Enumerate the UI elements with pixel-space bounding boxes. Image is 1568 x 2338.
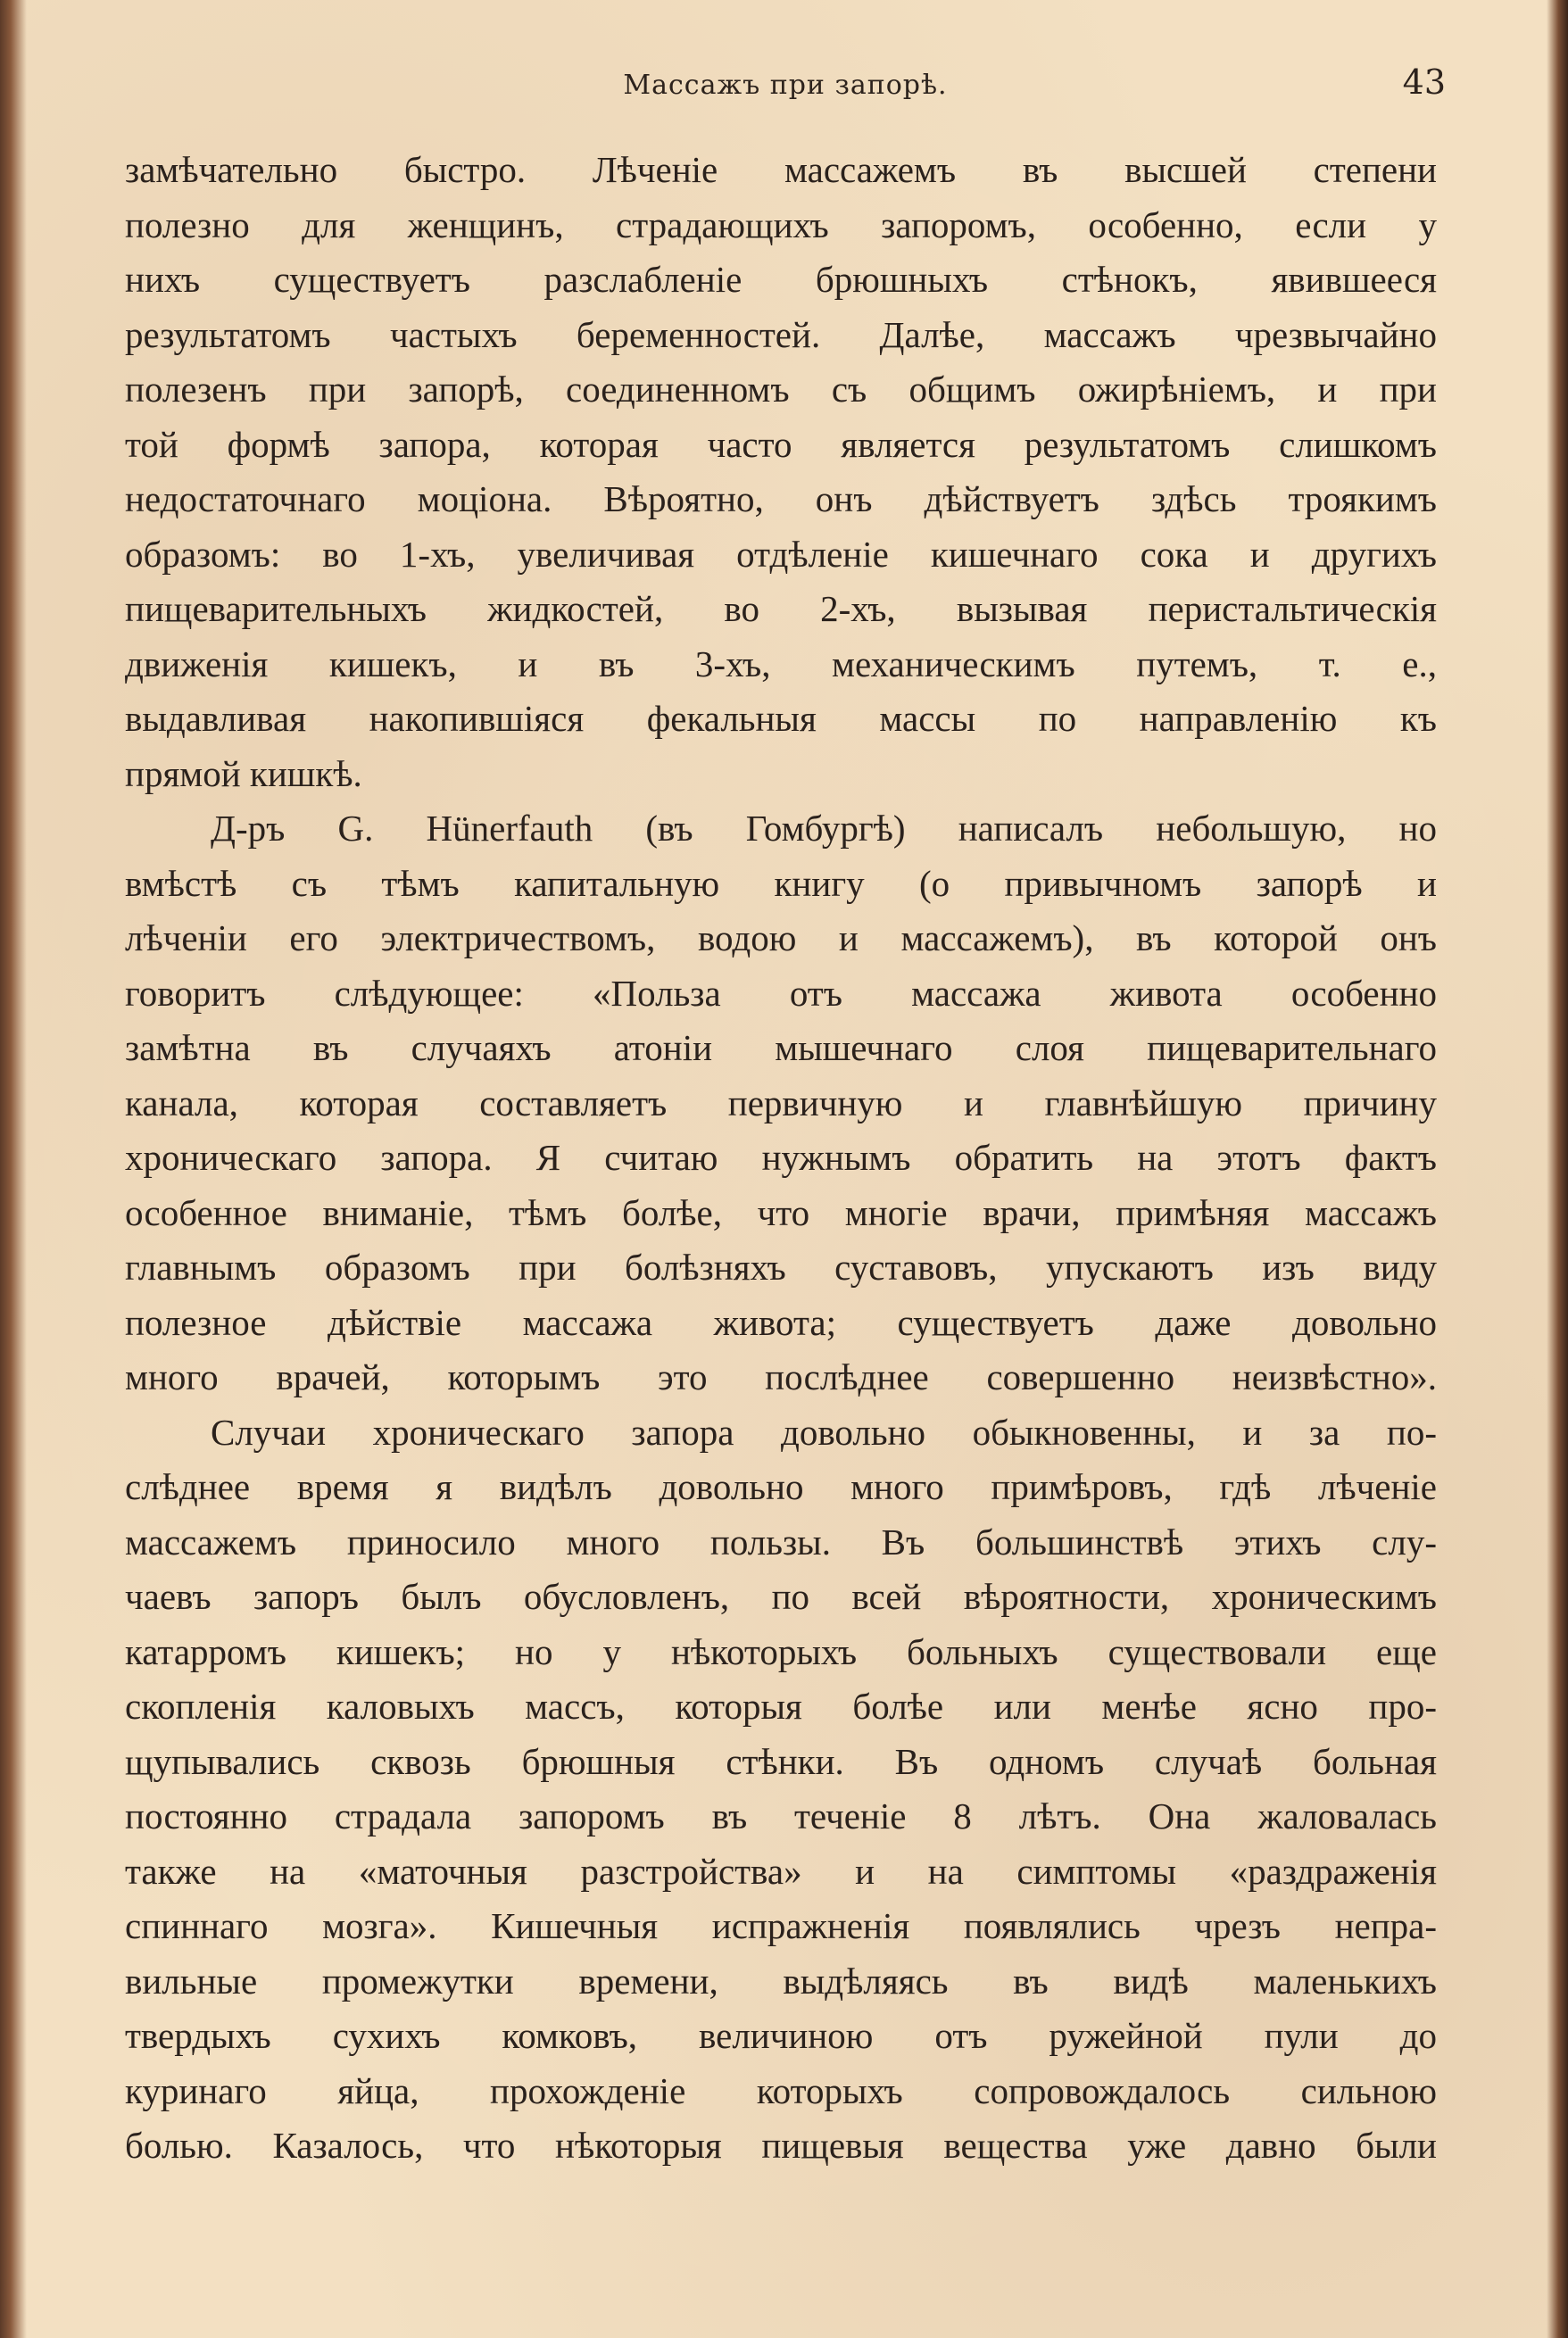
text-line: результатомъ частыхъ беременностей. Далѣе, массажъ чрезвычайно — [125, 313, 1437, 355]
text-line: замѣтна въ случаяхъ атоніи мышечнаго слоя пищеварительнаго — [125, 1027, 1437, 1068]
text-line: массажемъ приносило много пользы. Въ большинствѣ этихъ слу- — [125, 1521, 1437, 1563]
text-line: нихъ существуетъ разслабленіе брюшныхъ стѣнокъ, явившееся — [125, 259, 1437, 300]
page-left-edge — [0, 0, 27, 2338]
text-line: постоянно страдала запоромъ въ теченіе 8 лѣтъ. Она жаловалась — [125, 1795, 1437, 1836]
text-line: лѣченіи его электричествомъ, водою и массажемъ), въ которой онъ — [125, 917, 1437, 958]
text-line: болью. Казалось, что нѣкоторыя пищевыя вещества уже давно были — [125, 2125, 1437, 2166]
text-line: скопленія каловыхъ массъ, которыя болѣе или менѣе ясно про- — [125, 1686, 1437, 1727]
text-line-paragraph-end: прямой кишкѣ. — [125, 752, 362, 794]
text-line: особенное вниманіе, тѣмъ болѣе, что многіе врачи, примѣняя массажъ — [125, 1191, 1437, 1233]
text-line: также на «маточныя разстройства» и на симптомы «раздраженія — [125, 1850, 1437, 1892]
text-line: той формѣ запора, которая часто является результатомъ слишкомъ — [125, 423, 1437, 465]
text-line: канала, которая составляетъ первичную и главнѣйшую причину — [125, 1082, 1437, 1123]
text-line: говоритъ слѣдующее: «Польза отъ массажа живота особенно — [125, 972, 1437, 1014]
text-line: слѣднее время я видѣлъ довольно много примѣровъ, гдѣ лѣченіе — [125, 1466, 1437, 1507]
text-line: куринаго яйца, прохожденіе которыхъ сопровождалось сильною — [125, 2069, 1437, 2111]
text-line: щупывались сквозь брюшныя стѣнки. Въ одномъ случаѣ больная — [125, 1740, 1437, 1782]
text-line: вмѣстѣ съ тѣмъ капитальную книгу (о привычномъ запорѣ и — [125, 862, 1437, 904]
running-header — [125, 62, 1446, 116]
text-line: движенія кишекъ, и въ 3-хъ, механическимъ путемъ, т. е., — [125, 643, 1437, 684]
text-line: образомъ: во 1-хъ, увеличивая отдѣленіе кишечнаго сока и другихъ — [125, 533, 1437, 575]
body-text — [125, 143, 1437, 2174]
page-right-edge — [1547, 0, 1568, 2338]
text-line: катарромъ кишекъ; но у нѣкоторыхъ больныхъ существовали еще — [125, 1630, 1437, 1672]
text-line-paragraph-start: Случаи хроническаго запора довольно обыкновенны, и за по- — [211, 1411, 1437, 1453]
running-title: Массажъ при запорѣ. — [623, 70, 948, 101]
text-line-paragraph-end: много врачей, которымъ это послѣднее совершенно неизвѣстно». — [125, 1356, 1437, 1397]
page-number: 43 — [1402, 62, 1446, 102]
text-line: выдавливая накопившіяся фекальныя массы по направленію къ — [125, 698, 1437, 739]
text-line: полезенъ при запорѣ, соединенномъ съ общимъ ожирѣніемъ, и при — [125, 369, 1437, 410]
text-line-paragraph-start: Д-ръ G. Hünerfauth (въ Гомбургѣ) написалъ небольшую, но — [211, 808, 1437, 849]
text-line: твердыхъ сухихъ комковъ, величиною отъ ружейной пули до — [125, 2015, 1437, 2056]
text-line: недостаточнаго моціона. Вѣроятно, онъ дѣйствуетъ здѣсь троякимъ — [125, 478, 1437, 519]
text-line: главнымъ образомъ при болѣзняхъ суставовъ, упускаютъ изъ виду — [125, 1247, 1437, 1288]
text-line: чаевъ запоръ былъ обусловленъ, по всей вѣроятности, хроническимъ — [125, 1576, 1437, 1617]
text-line: вильные промежутки времени, выдѣляясь въ видѣ маленькихъ — [125, 1960, 1437, 2002]
text-line: спиннаго мозга». Кишечныя испражненія появлялись чрезъ непра- — [125, 1905, 1437, 1946]
text-line: полезно для женщинъ, страдающихъ запоромъ, особенно, если у — [125, 203, 1437, 245]
text-line: полезное дѣйствіе массажа живота; существуетъ даже довольно — [125, 1301, 1437, 1343]
text-line: пищеварительныхъ жидкостей, во 2-хъ, вызывая перистальтическія — [125, 588, 1437, 629]
text-line: хроническаго запора. Я считаю нужнымъ обратить на этотъ фактъ — [125, 1137, 1437, 1178]
text-line: замѣчательно быстро. Лѣченіе массажемъ въ высшей степени — [125, 149, 1437, 190]
